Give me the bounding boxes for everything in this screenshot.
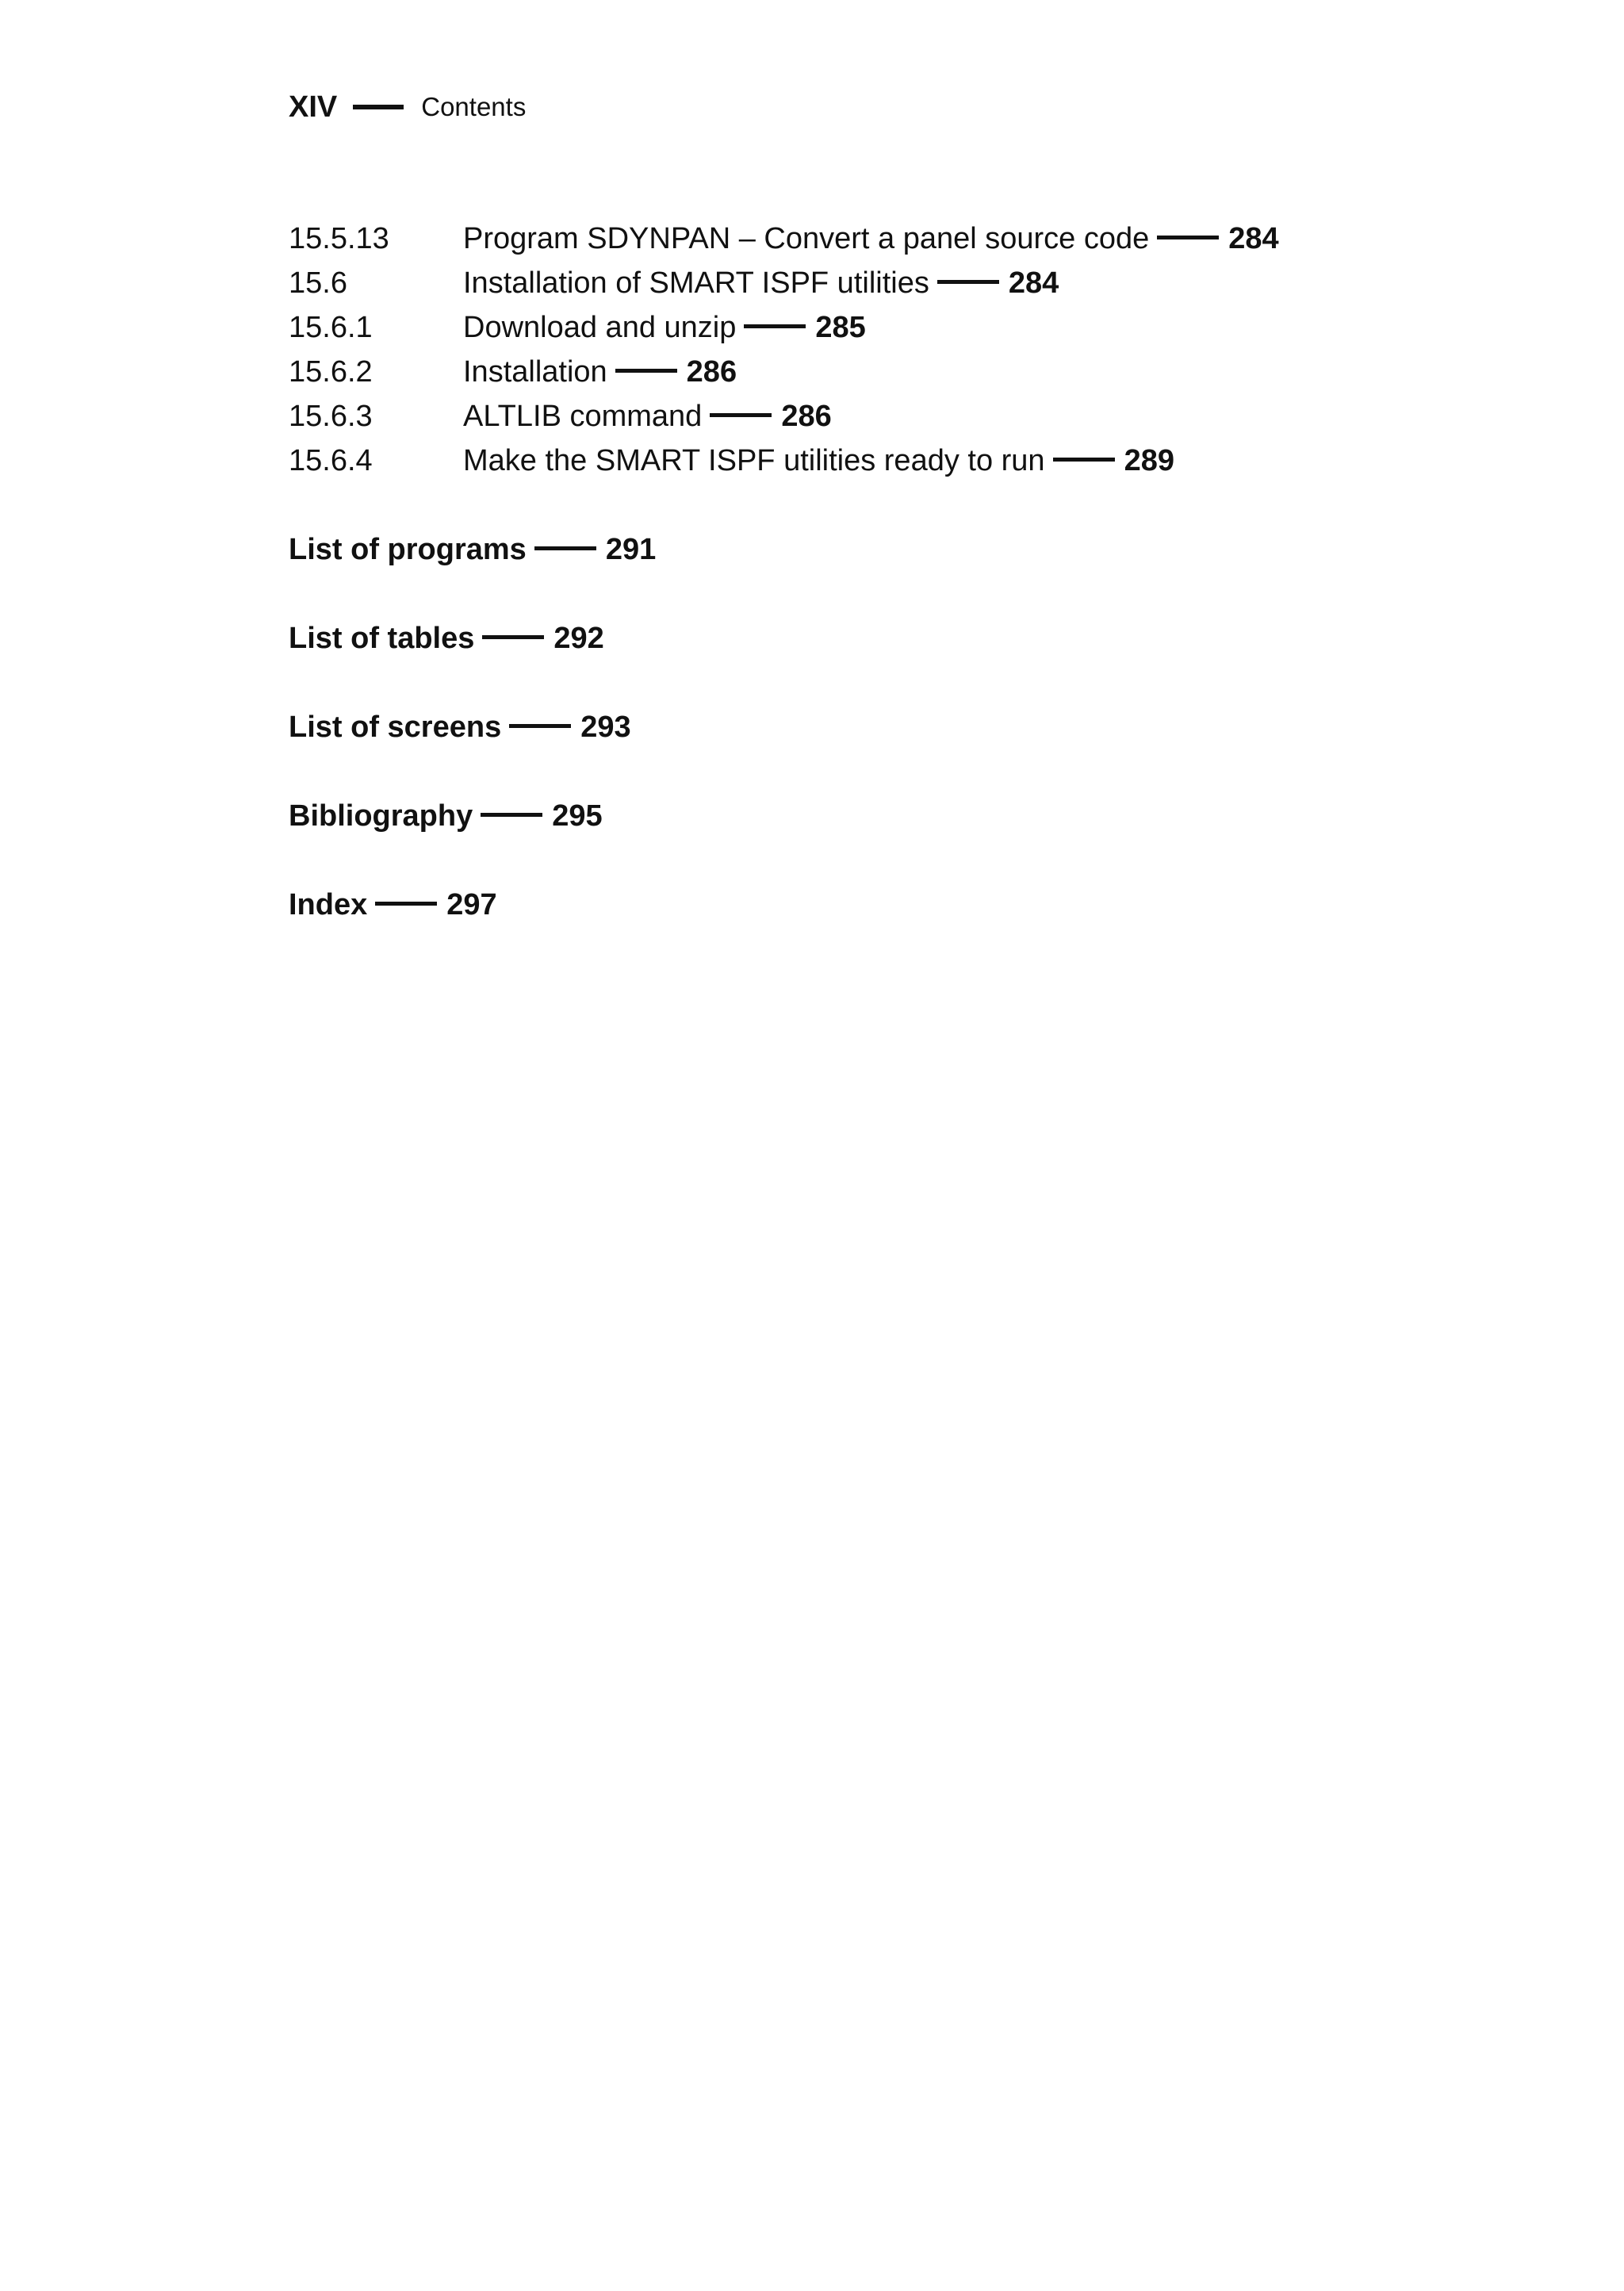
toc-entry-title: Installation of SMART ISPF utilities xyxy=(463,266,929,300)
toc-entry-page: 284 xyxy=(1228,221,1279,255)
toc-entry-title: Index xyxy=(289,887,368,921)
toc-leader-rule xyxy=(482,635,544,639)
toc-entry-page: 292 xyxy=(553,621,604,655)
toc-entry-page: 297 xyxy=(446,887,497,921)
toc-back-matter-entry xyxy=(289,527,656,572)
running-header xyxy=(289,87,526,127)
toc-leader-rule xyxy=(509,724,571,728)
toc-entry-page: 286 xyxy=(686,354,737,389)
toc-entry-page: 285 xyxy=(815,310,866,344)
toc-leader-rule xyxy=(534,546,596,550)
toc-entry-title: List of screens xyxy=(289,710,502,744)
toc-entry-page: 284 xyxy=(1008,266,1059,300)
toc-entry xyxy=(289,439,1174,483)
toc-entry-title: List of programs xyxy=(289,532,527,566)
toc-leader-rule xyxy=(615,369,677,373)
toc-entry-number: 15.6.1 xyxy=(289,310,373,344)
toc-entry-title: Make the SMART ISPF utilities ready to run xyxy=(463,443,1045,477)
toc-leader-rule xyxy=(375,902,437,906)
toc-entry-title: Program SDYNPAN – Convert a panel source code xyxy=(463,221,1150,255)
toc-entry-title: Download and unzip xyxy=(463,310,737,344)
toc-back-matter-entry xyxy=(289,883,497,927)
toc-entry-number: 15.6 xyxy=(289,266,347,300)
toc-entry-number: 15.6.4 xyxy=(289,443,373,477)
toc-entry-page: 289 xyxy=(1124,443,1174,477)
toc-entry-title: Bibliography xyxy=(289,799,473,833)
toc-entry-page: 286 xyxy=(781,399,832,433)
toc-leader-rule xyxy=(481,813,542,817)
toc-entry-number: 15.6.2 xyxy=(289,354,373,389)
toc-back-matter-entry xyxy=(289,616,604,661)
running-title: Contents xyxy=(421,92,527,121)
header-rule xyxy=(353,105,404,109)
toc-entry-page: 295 xyxy=(552,799,603,833)
toc-leader-rule xyxy=(1053,458,1115,462)
toc-back-matter-entry xyxy=(289,705,631,749)
toc-leader-rule xyxy=(937,280,999,284)
toc-back-matter-entry xyxy=(289,794,603,838)
toc-leader-rule xyxy=(710,413,772,417)
toc-entry-page: 291 xyxy=(605,532,657,566)
toc-entry xyxy=(289,394,832,439)
toc-entry xyxy=(289,305,866,350)
toc-entry-title: Installation xyxy=(463,354,607,389)
toc-entry-page: 293 xyxy=(580,710,631,744)
toc-entry-title: ALTLIB command xyxy=(463,399,703,433)
toc-entry-title: List of tables xyxy=(289,621,475,655)
toc-entry xyxy=(289,350,737,394)
toc-entry xyxy=(289,261,1059,305)
toc-entry xyxy=(289,216,1279,261)
toc-entry-number: 15.5.13 xyxy=(289,221,389,255)
toc-entry-number: 15.6.3 xyxy=(289,399,373,433)
page-folio: XIV xyxy=(289,90,338,124)
toc-leader-rule xyxy=(1157,236,1219,239)
toc-leader-rule xyxy=(744,324,806,328)
